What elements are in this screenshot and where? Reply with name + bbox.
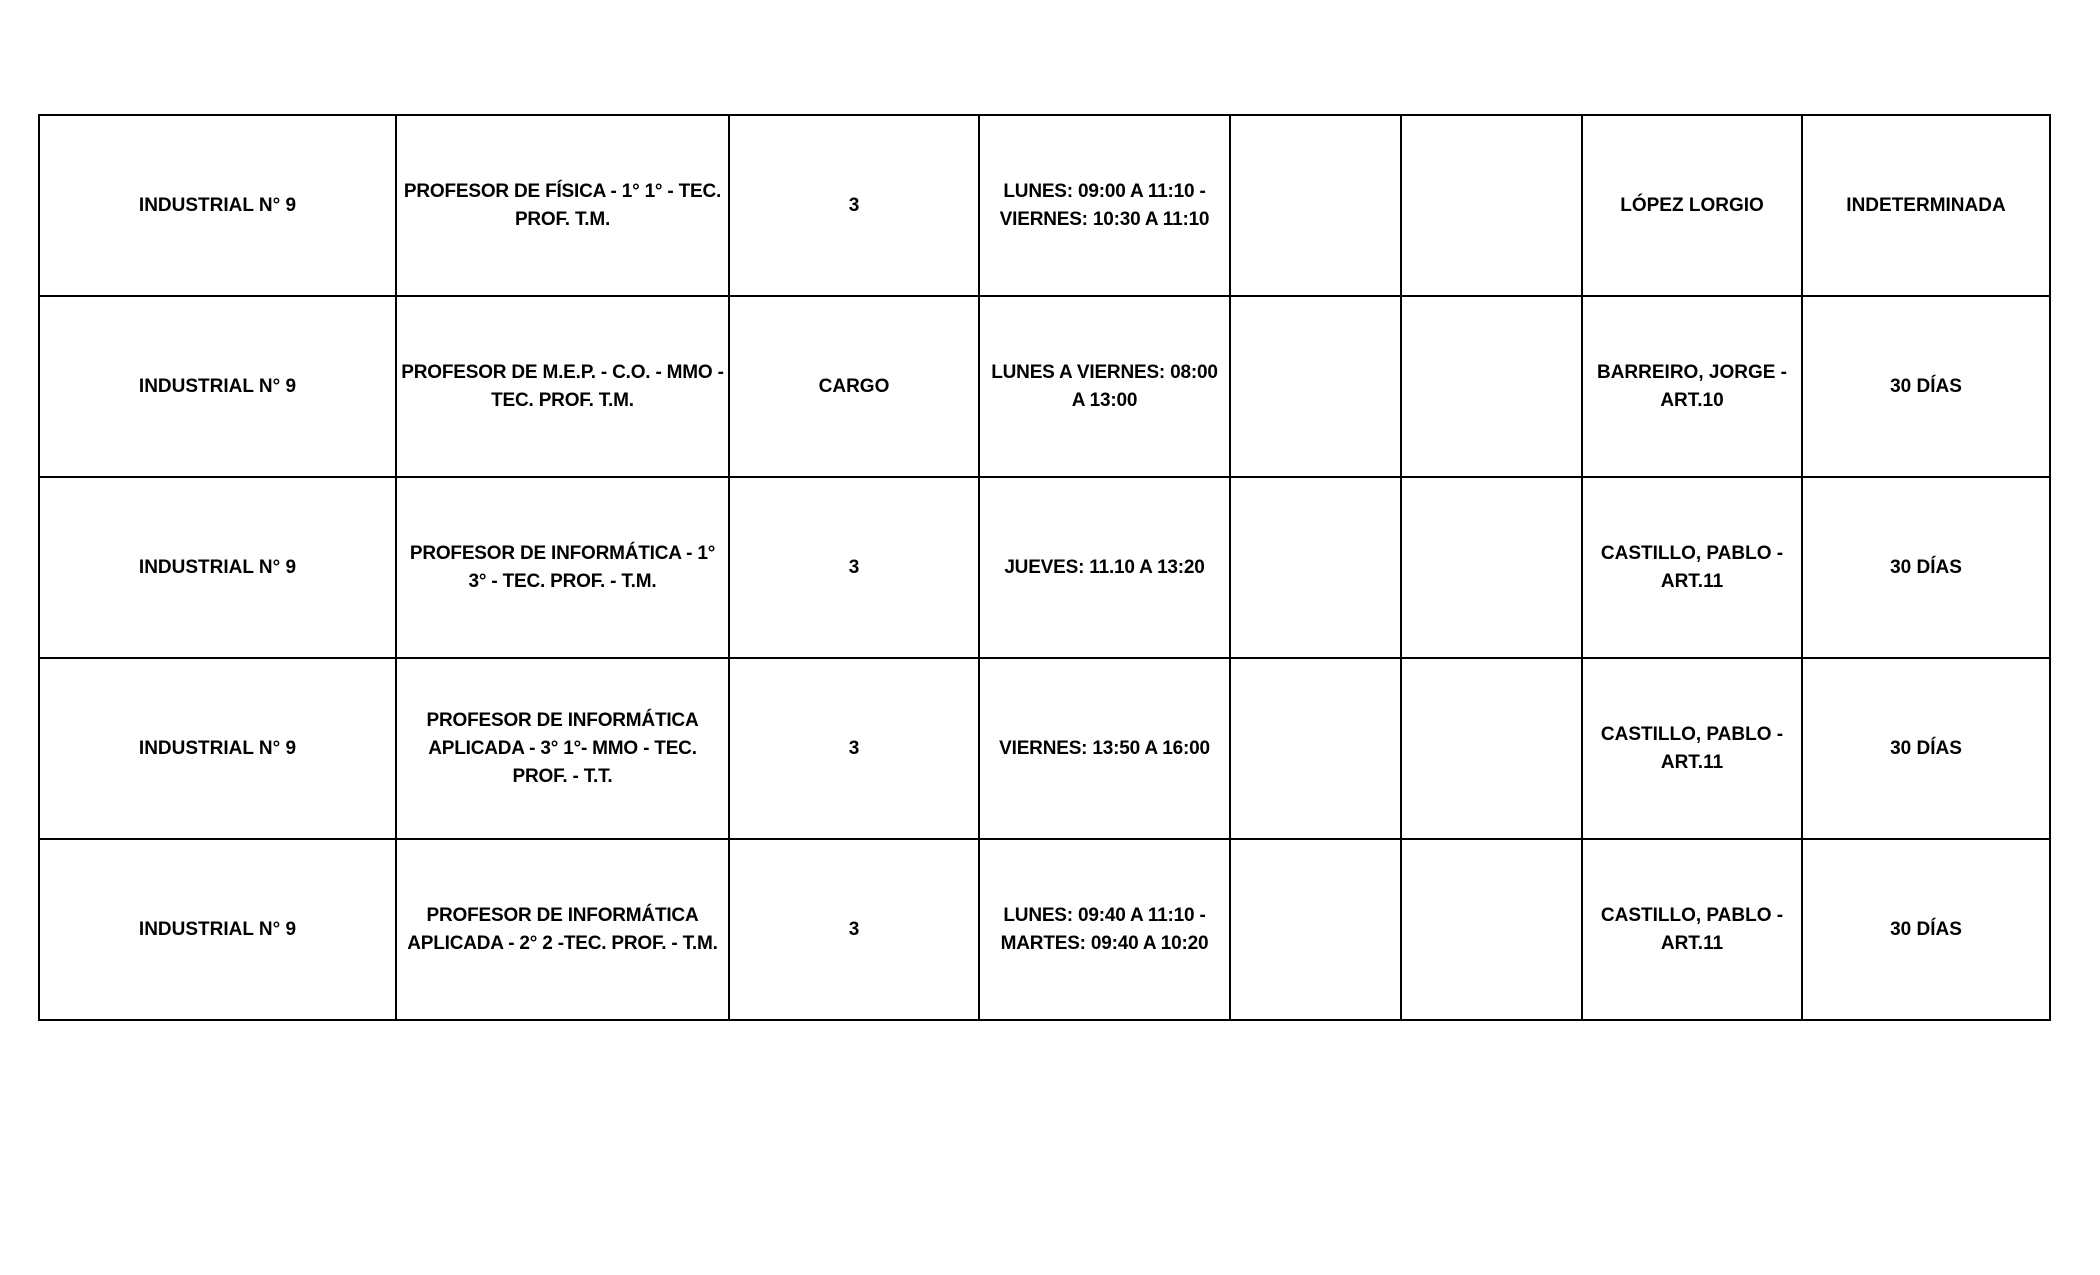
empty-cell (1230, 658, 1401, 839)
table-row (39, 658, 2050, 839)
empty-cell (1230, 839, 1401, 1020)
schedule-cell: VIERNES: 13:50 A 16:00 (979, 658, 1230, 839)
duration-cell: 30 DÍAS (1802, 477, 2050, 658)
empty-cell (1401, 477, 1582, 658)
teacher-cell: CASTILLO, PABLO - ART.11 (1582, 658, 1802, 839)
teacher-cell: CASTILLO, PABLO - ART.11 (1582, 839, 1802, 1020)
teacher-cell: CASTILLO, PABLO - ART.11 (1582, 477, 1802, 658)
empty-cell (1401, 296, 1582, 477)
school-cell: INDUSTRIAL N° 9 (39, 658, 396, 839)
duration-cell: 30 DÍAS (1802, 296, 2050, 477)
empty-cell (1401, 115, 1582, 296)
hours-cell: 3 (729, 839, 979, 1020)
empty-cell (1230, 477, 1401, 658)
position-cell: PROFESOR DE FÍSICA - 1° 1° - TEC. PROF. T.M. (396, 115, 729, 296)
school-cell: INDUSTRIAL N° 9 (39, 115, 396, 296)
duration-cell: 30 DÍAS (1802, 658, 2050, 839)
empty-cell (1401, 658, 1582, 839)
position-cell: PROFESOR DE INFORMÁTICA APLICADA - 3° 1°- MMO - TEC. PROF. - T.T. (396, 658, 729, 839)
hours-cell: 3 (729, 477, 979, 658)
duration-cell: INDETERMINADA (1802, 115, 2050, 296)
table-row (39, 115, 2050, 296)
duration-cell: 30 DÍAS (1802, 839, 2050, 1020)
position-cell: PROFESOR DE M.E.P. - C.O. - MMO - TEC. PROF. T.M. (396, 296, 729, 477)
schedule-cell: JUEVES: 11.10 A 13:20 (979, 477, 1230, 658)
table-row (39, 477, 2050, 658)
empty-cell (1230, 296, 1401, 477)
hours-cell: CARGO (729, 296, 979, 477)
position-cell: PROFESOR DE INFORMÁTICA - 1° 3° - TEC. PROF. - T.M. (396, 477, 729, 658)
empty-cell (1401, 839, 1582, 1020)
hours-cell: 3 (729, 658, 979, 839)
teacher-cell: BARREIRO, JORGE - ART.10 (1582, 296, 1802, 477)
schedule-cell: LUNES: 09:40 A 11:10 - MARTES: 09:40 A 10:20 (979, 839, 1230, 1020)
empty-cell (1230, 115, 1401, 296)
school-cell: INDUSTRIAL N° 9 (39, 477, 396, 658)
table-row (39, 839, 2050, 1020)
schedule-cell: LUNES A VIERNES: 08:00 A 13:00 (979, 296, 1230, 477)
teacher-cell: LÓPEZ LORGIO (1582, 115, 1802, 296)
position-cell: PROFESOR DE INFORMÁTICA APLICADA - 2° 2 -TEC. PROF. - T.M. (396, 839, 729, 1020)
schedule-cell: LUNES: 09:00 A 11:10 - VIERNES: 10:30 A 11:10 (979, 115, 1230, 296)
table-row (39, 296, 2050, 477)
vacancy-table (38, 114, 2051, 1021)
school-cell: INDUSTRIAL N° 9 (39, 296, 396, 477)
hours-cell: 3 (729, 115, 979, 296)
school-cell: INDUSTRIAL N° 9 (39, 839, 396, 1020)
